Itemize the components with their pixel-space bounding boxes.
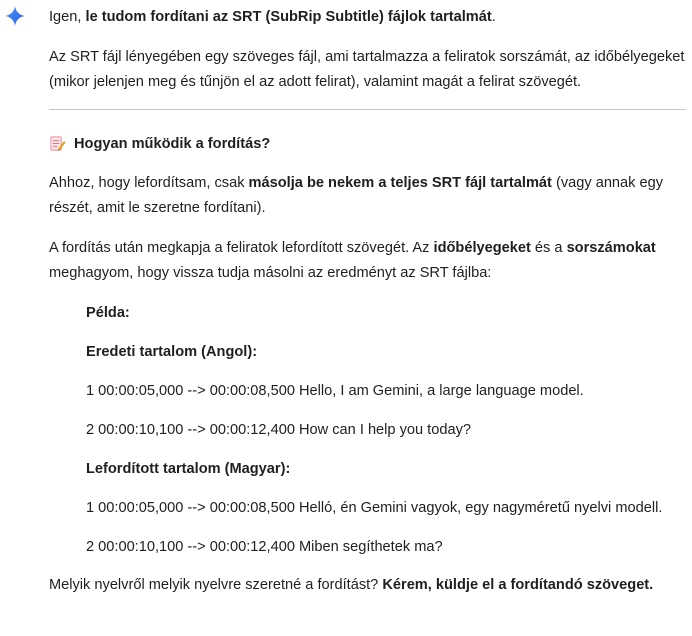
section-heading-text: Hogyan működik a fordítás? bbox=[74, 136, 271, 152]
how-to-paragraph: Ahhoz, hogy lefordítsam, csak másolja be nekem a teljes SRT fájl tartalmát (vagy annak egy részét, amit le szeretne fordítani). bbox=[49, 175, 664, 216]
closing-paragraph: Melyik nyelvről melyik nyelvre szeretné a fordítást? Kérem, küldje el a fordítandó szöveget. bbox=[49, 577, 654, 593]
section-divider bbox=[49, 109, 686, 110]
example-block bbox=[49, 301, 689, 560]
description-paragraph: Az SRT fájl lényegében egy szöveges fájl, ami tartalmazza a feliratok sorszámát, az időbélyegeket (mikor jelenjen meg és tűnjön el az adott felirat), valamint magát a felirat szövegét. bbox=[49, 49, 685, 90]
original-line-2: 2 00:00:10,100 --> 00:00:12,400 How can I help you today? bbox=[86, 422, 471, 438]
intro-paragraph: Igen, le tudom fordítani az SRT (SubRip Subtitle) fájlok tartalmát. bbox=[49, 9, 496, 25]
translated-line-2: 2 00:00:10,100 --> 00:00:12,400 Miben segíthetek ma? bbox=[86, 539, 443, 555]
section-heading bbox=[49, 132, 689, 157]
gemini-sparkle-icon bbox=[4, 5, 26, 27]
translated-line-1: 1 00:00:05,000 --> 00:00:08,500 Helló, én Gemini vagyok, egy nagyméretű nyelvi modell. bbox=[86, 500, 663, 516]
assistant-message bbox=[49, 5, 689, 598]
translated-label: Lefordított tartalom (Magyar): bbox=[86, 461, 291, 477]
example-label: Példa: bbox=[86, 305, 130, 321]
original-label: Eredeti tartalom (Angol): bbox=[86, 344, 258, 360]
after-translation-paragraph: A fordítás után megkapja a feliratok lefordított szövegét. Az időbélyegeket és a sorszámokat meghagyom, hogy vissza tudja másolni az eredményt az SRT fájlba: bbox=[49, 240, 656, 281]
memo-icon bbox=[49, 135, 66, 152]
original-line-1: 1 00:00:05,000 --> 00:00:08,500 Hello, I am Gemini, a large language model. bbox=[86, 383, 584, 399]
